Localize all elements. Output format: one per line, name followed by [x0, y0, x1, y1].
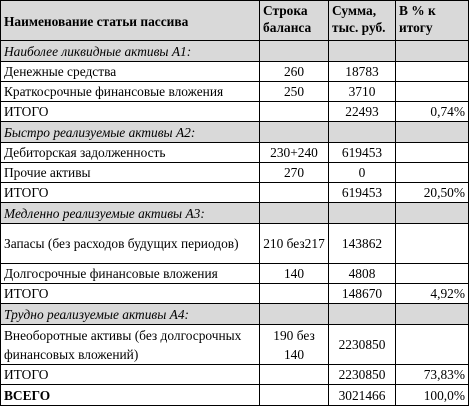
row-pct [396, 163, 469, 183]
row-line: 190 без 140 [260, 325, 329, 365]
section-title: Быстро реализуемые активы А2: [1, 122, 260, 143]
row-line: 270 [260, 163, 329, 183]
row-name: Прочие активы [1, 163, 260, 183]
row-sum: 2230850 [329, 325, 396, 365]
total-line [260, 183, 329, 203]
col-header-name: Наименование статьи пассива [1, 1, 260, 41]
row-sum: 0 [329, 163, 396, 183]
col-header-pct: В % к итогу [396, 1, 469, 41]
total-pct: 4,92% [396, 284, 469, 304]
row-line: 230+240 [260, 143, 329, 163]
total-label: ИТОГО [1, 365, 260, 385]
total-line [260, 102, 329, 122]
total-label: ИТОГО [1, 284, 260, 304]
total-sum: 619453 [329, 183, 396, 203]
table-row [1, 62, 469, 82]
row-sum: 4808 [329, 264, 396, 284]
total-row-a1 [1, 102, 469, 122]
table-row [1, 82, 469, 102]
total-sum: 22493 [329, 102, 396, 122]
total-pct: 73,83% [396, 365, 469, 385]
row-sum: 619453 [329, 143, 396, 163]
section-row-a2 [1, 122, 469, 143]
grand-total-line [260, 385, 329, 406]
table-row [1, 325, 469, 365]
row-name: Запасы (без расходов будущих периодов) [1, 224, 260, 264]
grand-total-label: ВСЕГО [1, 385, 260, 406]
row-name: Долгосрочные финансовые вложения [1, 264, 260, 284]
grand-total-row [1, 385, 469, 406]
section-title: Наиболее ликвидные активы А1: [1, 41, 260, 62]
row-name: Денежные средства [1, 62, 260, 82]
section-row-a3 [1, 203, 469, 224]
row-name: Дебиторская задолженность [1, 143, 260, 163]
row-line: 210 без217 [260, 224, 329, 264]
total-row-a2 [1, 183, 469, 203]
row-sum: 3710 [329, 82, 396, 102]
total-pct: 0,74% [396, 102, 469, 122]
grand-total-sum: 3021466 [329, 385, 396, 406]
row-line: 250 [260, 82, 329, 102]
table-row [1, 224, 469, 264]
section-title: Медленно реализуемые активы А3: [1, 203, 260, 224]
total-line [260, 284, 329, 304]
total-row-a3 [1, 284, 469, 304]
row-pct [396, 325, 469, 365]
row-pct [396, 224, 469, 264]
total-sum: 148670 [329, 284, 396, 304]
row-pct [396, 143, 469, 163]
row-sum: 18783 [329, 62, 396, 82]
section-row-a4 [1, 304, 469, 325]
table-row [1, 143, 469, 163]
row-pct [396, 62, 469, 82]
section-row-a1 [1, 41, 469, 62]
total-pct: 20,50% [396, 183, 469, 203]
total-sum: 2230850 [329, 365, 396, 385]
row-name: Внеоборотные активы (без долгосрочных финансовых вложений) [1, 325, 260, 365]
table-row [1, 264, 469, 284]
table-row [1, 163, 469, 183]
total-label: ИТОГО [1, 183, 260, 203]
total-line [260, 365, 329, 385]
row-sum: 143862 [329, 224, 396, 264]
header-row [1, 1, 469, 41]
row-name: Краткосрочные финансовые вложения [1, 82, 260, 102]
col-header-sum: Сумма, тыс. руб. [329, 1, 396, 41]
row-pct [396, 82, 469, 102]
row-pct [396, 264, 469, 284]
total-label: ИТОГО [1, 102, 260, 122]
total-row-a4 [1, 365, 469, 385]
col-header-line: Строка баланса [260, 1, 329, 41]
row-line: 260 [260, 62, 329, 82]
grand-total-pct: 100,0% [396, 385, 469, 406]
row-line: 140 [260, 264, 329, 284]
section-title: Трудно реализуемые активы А4: [1, 304, 260, 325]
